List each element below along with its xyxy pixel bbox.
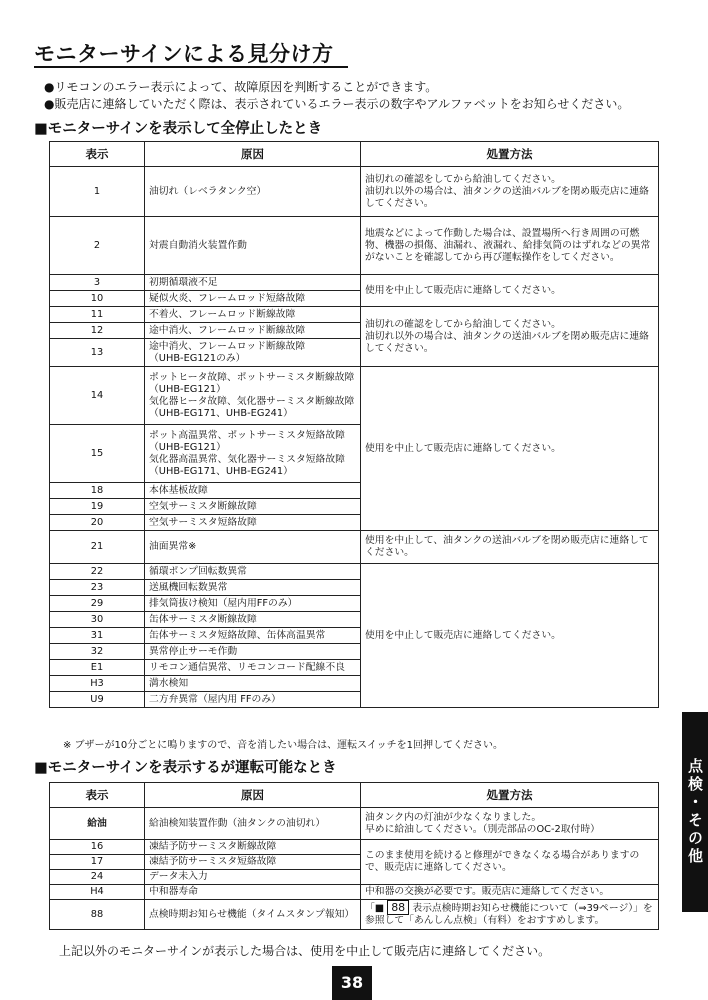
row-cause: データ未入力 (145, 870, 361, 885)
row-cause: 空気サーミスタ短絡故障 (145, 515, 361, 531)
action-prefix: 「■ (365, 903, 385, 914)
title-underline (34, 66, 348, 68)
header-cause: 原因 (145, 142, 361, 167)
row-code: 3 (50, 275, 145, 291)
row-cause: 不着火、フレームロッド断線故障 (145, 307, 361, 323)
row-code: 14 (50, 367, 145, 425)
row-code: 22 (50, 564, 145, 580)
action-cell: 使用を中止して、油タンクの送油バルブを閉め販売店に連絡してください。 (361, 531, 659, 564)
action-cell: このまま使用を続けると修理ができなくなる場合がありますので、販売店に連絡してください。 (361, 840, 659, 885)
row-cause: 初期循環液不足 (145, 275, 361, 291)
row-code: E1 (50, 660, 145, 676)
section1-heading: ■モニターサインを表示して全停止したとき (34, 121, 323, 137)
row-code: 88 (50, 900, 145, 930)
action-text: 油切れの確認をしてから給油してください。 油切れ以外の場合は、油タンクの送油バルブを閉め販売店に連絡してください。 (365, 173, 649, 209)
row-cause: 本体基板故障 (145, 483, 361, 499)
row-cause: 空気サーミスタ断線故障 (145, 499, 361, 515)
full-stop-table (49, 141, 659, 708)
row-code: 16 (50, 840, 145, 855)
page-number: 38 (332, 966, 372, 1000)
row-cause: 凍結予防サーミスタ断線故障 (145, 840, 361, 855)
row-cause: リモコン通信異常、リモコンコード配線不良 (145, 660, 361, 676)
row-code: 21 (50, 531, 145, 564)
row-cause: 給油検知装置作動（油タンクの油切れ） (145, 808, 361, 840)
intro-line-2: ●販売店に連絡していただく際は、表示されているエラー表示の数字やアルファベットをお知らせください。 (44, 97, 630, 111)
row-cause: 途中消火、フレームロッド断線故障 (145, 323, 361, 339)
row-cause: 中和器寿命 (145, 885, 361, 900)
header-display: 表示 (50, 783, 145, 808)
page-title: モニターサインによる見分け方 (34, 42, 334, 66)
header-cause: 原因 (145, 783, 361, 808)
header-display: 表示 (50, 142, 145, 167)
row-code: 2 (50, 217, 145, 275)
action-cell (361, 167, 659, 217)
action-text: 油切れの確認をしてから給油してください。 油切れ以外の場合は、油タンクの送油バルブを閉め販売店に連絡してください。 (365, 318, 649, 354)
row-code: 32 (50, 644, 145, 660)
intro-line-1: ●リモコンのエラー表示によって、故障原因を判断することができます。 (44, 80, 438, 94)
row-code: 12 (50, 323, 145, 339)
row-code: 11 (50, 307, 145, 323)
row-cause: 循環ポンプ回転数異常 (145, 564, 361, 580)
row-cause: 途中消火、フレームロッド断線故障 （UHB-EG121のみ） (145, 339, 361, 367)
header-action: 処置方法 (361, 142, 659, 167)
code-88-box: 88 (387, 900, 409, 915)
row-cause: 送風機回転数異常 (145, 580, 361, 596)
row-code: 19 (50, 499, 145, 515)
row-cause: 疑似火炎、フレームロッド短絡故障 (145, 291, 361, 307)
row-code: 18 (50, 483, 145, 499)
row-code: 給油 (50, 808, 145, 840)
side-tab: 点検・その他 (682, 712, 708, 912)
row-cause: ポット高温異常、ポットサーミスタ短絡故障 （UHB-EG121） 気化器高温異常、気化器サーミスタ短絡故障 （UHB-EG171、UHB-EG241） (145, 425, 361, 483)
row-cause: 二方弁異常（屋内用 FFのみ） (145, 692, 361, 708)
action-cell: 使用を中止して販売店に連絡してください。 (361, 367, 659, 531)
row-cause: 油面異常※ (145, 531, 361, 564)
row-code: 20 (50, 515, 145, 531)
row-cause: 異常停止サーモ作動 (145, 644, 361, 660)
row-code: 15 (50, 425, 145, 483)
action-cell: 油タンク内の灯油が少なくなりました。 早めに給油してください。（別売部品のOC-2取付時） (361, 808, 659, 840)
section2-heading: ■モニターサインを表示するが運転可能なとき (34, 760, 337, 776)
row-cause: 缶体サーミスタ短絡故障、缶体高温異常 (145, 628, 361, 644)
action-cell: 使用を中止して販売店に連絡してください。 (361, 275, 659, 307)
row-code: U9 (50, 692, 145, 708)
action-cell: 使用を中止して販売店に連絡してください。 (361, 564, 659, 708)
action-text: 表示点検時期お知らせ機能について（⇒39ページ）」を参照して「あんしん点検」（有料）をおすすめします。 (365, 903, 653, 926)
action-cell (361, 307, 659, 367)
action-cell: 中和器の交換が必要です。販売店に連絡してください。 (361, 885, 659, 900)
row-cause: 対震自動消火装置作動 (145, 217, 361, 275)
row-cause: 凍結予防サーミスタ短絡故障 (145, 855, 361, 870)
row-code: 23 (50, 580, 145, 596)
row-code: H4 (50, 885, 145, 900)
row-cause: 缶体サーミスタ断線故障 (145, 612, 361, 628)
buzzer-note: ※ ブザーが10分ごとに鳴りますので、音を消したい場合は、運転スイッチを1回押してください。 (63, 740, 504, 751)
header-action: 処置方法 (361, 783, 659, 808)
row-code: 10 (50, 291, 145, 307)
row-cause: 油切れ（レベラタンク空） (145, 167, 361, 217)
row-cause: 満水検知 (145, 676, 361, 692)
row-code: H3 (50, 676, 145, 692)
row-code: 29 (50, 596, 145, 612)
row-code: 17 (50, 855, 145, 870)
row-code: 13 (50, 339, 145, 367)
row-cause: 点検時期お知らせ機能（タイムスタンプ報知） (145, 900, 361, 930)
action-cell (361, 900, 659, 930)
action-cell: 地震などによって作動した場合は、設置場所へ行き周囲の可燃物、機器の損傷、油漏れ、液漏れ、給排気筒のはずれなどの異常がないことを確認してから再び運転操作をしてください。 (361, 217, 659, 275)
operable-table (49, 782, 659, 930)
row-code: 30 (50, 612, 145, 628)
footer-note: 上記以外のモニターサインが表示した場合は、使用を中止して販売店に連絡してください。 (59, 944, 551, 958)
row-cause: ポットヒータ故障、ポットサーミスタ断線故障 （UHB-EG121） 気化器ヒータ故障、気化器サーミスタ断線故障 （UHB-EG171、UHB-EG241） (145, 367, 361, 425)
row-code: 24 (50, 870, 145, 885)
row-cause: 排気筒抜け検知（屋内用FFのみ） (145, 596, 361, 612)
row-code: 31 (50, 628, 145, 644)
row-code: 1 (50, 167, 145, 217)
